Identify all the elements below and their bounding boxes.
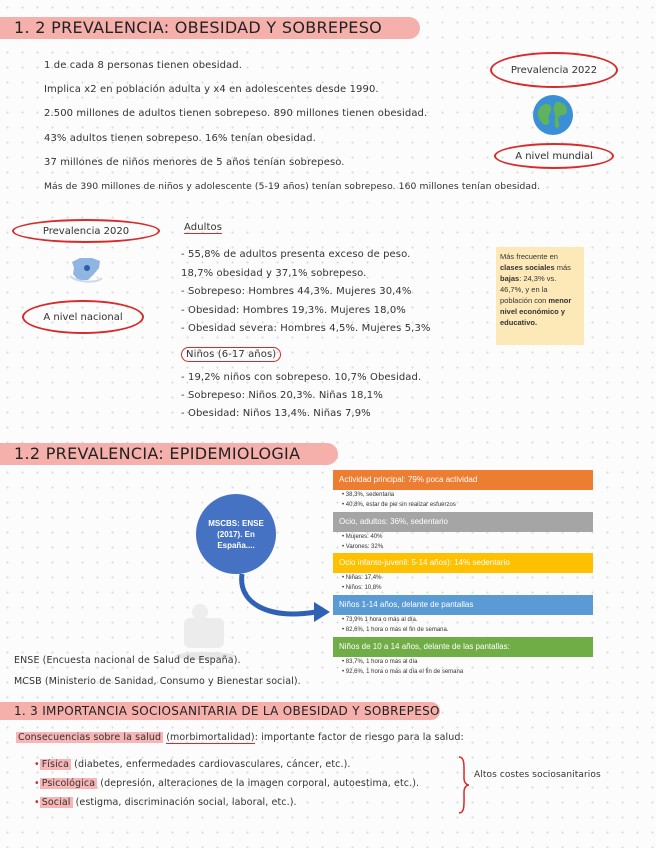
mscbs-circle — [196, 494, 276, 574]
bar-item: • 82,6%, 1 hora o más el fin de semana. — [342, 627, 449, 633]
oval-nivel-nacional: A nivel nacional — [22, 300, 144, 334]
section-heading-prevalencia-obesidad: 1. 2 PREVALENCIA: OBESIDAD Y SOBREPESO — [0, 17, 420, 39]
consequences-highlight: Consecuencias sobre la salud — [18, 732, 162, 743]
children-line: - Sobrepeso: Niños 20,3%. Niñas 18,1% — [181, 390, 383, 401]
children-line: - 19,2% niños con sobrepeso. 10,7% Obesidad. — [181, 372, 422, 383]
consequence-item — [34, 778, 419, 789]
bar-item: • Varones: 32% — [342, 544, 383, 550]
bar-ocio-infanto-juvenil: Ocio infanto-juvenil: 5-14 años): 14% sedentario — [333, 553, 593, 573]
section-heading-importancia-sociosanitaria: 1. 3 IMPORTANCIA SOCIOSANITARIA DE LA OBESIDAD Y SOBREPESO — [0, 702, 440, 720]
bar-item: • 92,6%, 1 hora o más al día el fin de semana — [342, 669, 463, 675]
adults-line: - Obesidad: Hombres 19,3%. Mujeres 18,0% — [181, 305, 406, 316]
oval-prevalencia-2022: Prevalencia 2022 — [490, 52, 618, 88]
consequence-label: Física — [41, 759, 70, 770]
bar-item: • Mujeres: 40% — [342, 534, 382, 540]
spain-map-icon — [66, 252, 106, 288]
curly-brace-icon — [458, 756, 470, 814]
arrow-icon — [236, 572, 332, 632]
bar-item: • 73,9% 1 hora o más al día. — [342, 617, 418, 623]
person-illustration — [170, 600, 240, 660]
social-class-note — [496, 247, 584, 345]
consequence-text: (diabetes, enfermedades cardiovasculares, cáncer, etc.). — [71, 759, 351, 770]
bar-item: • Niñas: 17,4% — [342, 575, 381, 581]
consequences-rest: : importante factor de riesgo para la salud: — [254, 732, 464, 743]
bullet-line: Más de 390 millones de niños y adolescente (5-19 años) tenían sobrepeso. 160 millones tenían obesidad. — [44, 181, 541, 192]
consequences-paren: (morbimortalidad) — [166, 732, 255, 743]
mscbs-label: MSCBS: ENSE (2017). En España.... — [208, 518, 264, 550]
bullet-dot: • — [34, 759, 40, 770]
bullet-line: 37 millones de niños menores de 5 años tenían sobrepeso. — [44, 157, 345, 168]
bar-ocio-adultos: Ocio, adultos: 36%, sedentario — [333, 512, 593, 532]
note-text: : 24,3% vs. 46,7%, y en la población con — [500, 274, 557, 305]
mcsb-definition: MCSB (Ministerio de Sanidad, Consumo y Bienestar social). — [14, 676, 301, 687]
bar-item: • 40,8%, estar de pie sin realizar esfuerzos — [342, 502, 456, 508]
adults-line: - Sobrepeso: Hombres 44,3%. Mujeres 30,4% — [181, 286, 412, 297]
bullet-line: 2.500 millones de adultos tienen sobrepeso. 890 millones tienen obesidad. — [44, 108, 428, 119]
bullet-line: Implica x2 en población adulta y x4 en adolescentes desde 1990. — [44, 84, 379, 95]
costs-label: Altos costes sociosanitarios — [474, 770, 601, 780]
section-heading-epidemiologia: 1.2 PREVALENCIA: EPIDEMIOLOGIA — [0, 443, 338, 465]
bullet-line: 1 de cada 8 personas tienen obesidad. — [44, 60, 243, 71]
consequence-label: Social — [41, 797, 71, 808]
consequences-line — [16, 732, 464, 743]
adults-line: 18,7% obesidad y 37,1% sobrepeso. — [181, 268, 367, 279]
children-line: - Obesidad: Niños 13,4%. Niñas 7,9% — [181, 408, 371, 419]
note-bold: menor nivel económico y educativo. — [500, 296, 572, 327]
bar-ninos-pantallas: Niños 1-14 años, delante de pantallas — [333, 595, 593, 615]
note-text: Más frecuente en — [500, 252, 558, 261]
bar-actividad-principal: Actividad principal: 79% poca actividad — [333, 470, 593, 490]
note-bold: bajas — [500, 274, 520, 283]
consequence-item — [34, 759, 351, 770]
globe-icon — [531, 93, 575, 137]
note-bold: clases sociales — [500, 263, 555, 272]
bar-item: • 83,7%, 1 hora o más al día — [342, 659, 418, 665]
bar-item: • 38,3%, sedentaria — [342, 492, 394, 498]
consequence-text: (depresión, alteraciones de la imagen corporal, autoestima, etc.). — [97, 778, 420, 789]
ense-definition: ENSE (Encuesta nacional de Salud de España). — [14, 655, 241, 666]
note-text: más — [554, 263, 571, 272]
oval-prevalencia-2020: Prevalencia 2020 — [12, 219, 160, 243]
consequence-label: Psicológica — [41, 778, 96, 789]
consequence-text: (estigma, discriminación social, laboral, etc.). — [72, 797, 297, 808]
oval-nivel-mundial: A nivel mundial — [494, 143, 614, 169]
bullet-dot: • — [34, 797, 40, 808]
bar-ninos-10-14-pantallas: Niños de 10 a 14 años, delante de las pantallas: — [333, 637, 593, 657]
bullet-dot: • — [34, 778, 40, 789]
consequence-item — [34, 797, 297, 808]
adults-line: - Obesidad severa: Hombres 4,5%. Mujeres 5,3% — [181, 323, 431, 334]
adults-title: Adultos — [184, 222, 223, 233]
adults-line: - 55,8% de adultos presenta exceso de peso. — [181, 249, 411, 260]
bullet-line: 43% adultos tienen sobrepeso. 16% tenían obesidad. — [44, 133, 316, 144]
children-title: Niños (6-17 años) — [181, 347, 281, 362]
bar-item: • Niños: 10,8% — [342, 585, 381, 591]
